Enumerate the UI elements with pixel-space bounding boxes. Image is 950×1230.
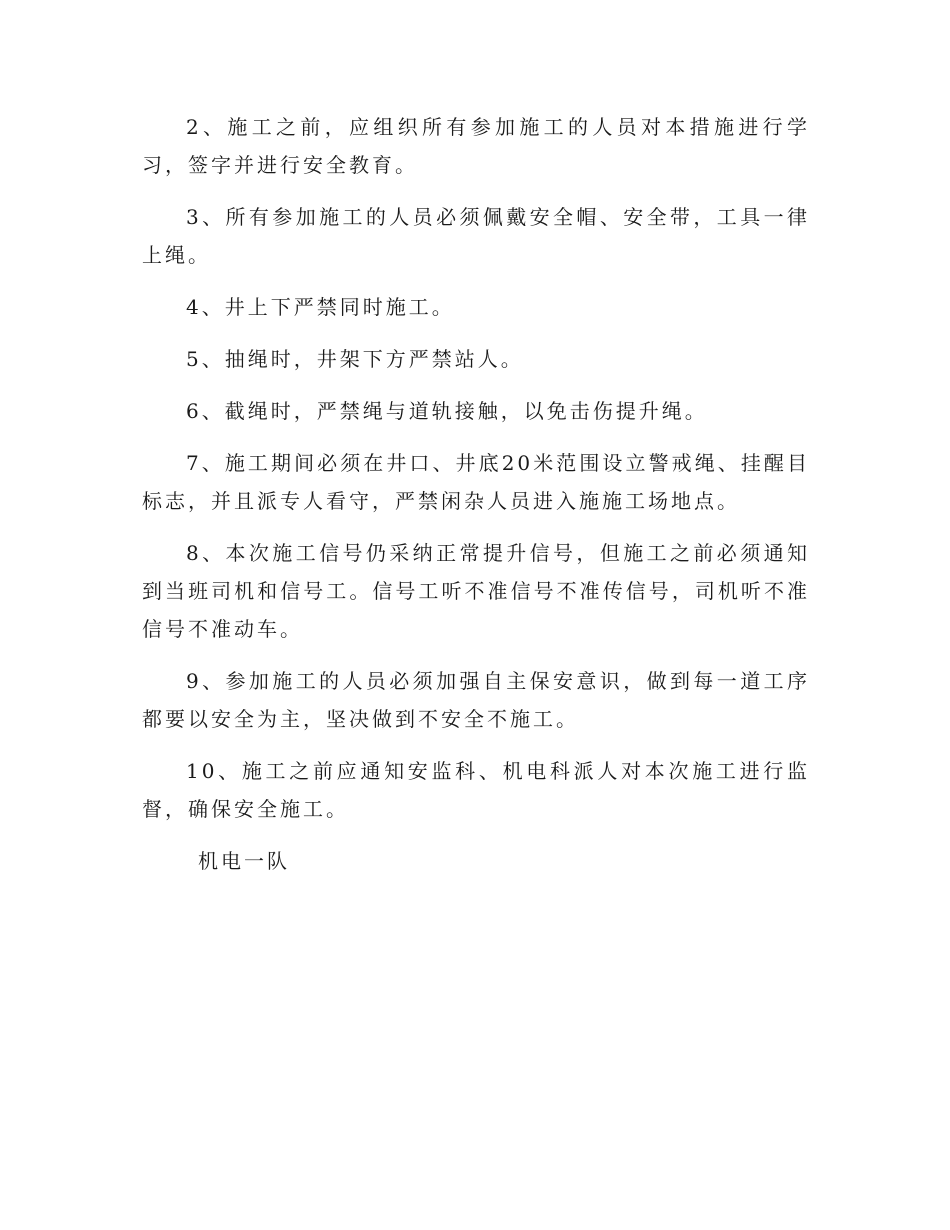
signature-team: 机电一队 bbox=[198, 849, 290, 873]
list-item: 10、施工之前应通知安监科、机电科派人对本次施工进行监督，确保安全施工。 bbox=[142, 759, 810, 821]
list-item: 6、截绳时，严禁绳与道轨接触，以免击伤提升绳。 bbox=[186, 399, 708, 423]
document-body bbox=[142, 108, 810, 880]
list-item: 3、所有参加施工的人员必须佩戴安全帽、安全带，工具一律上绳。 bbox=[142, 205, 810, 267]
list-item: 9、参加施工的人员必须加强自主保安意识，做到每一道工序都要以安全为主，坚决做到不安全不施工。 bbox=[142, 669, 810, 731]
list-item: 7、施工期间必须在井口、井底20米范围设立警戒绳、挂醒目标志，并且派专人看守，严禁闲杂人员进入施施工场地点。 bbox=[142, 451, 810, 513]
list-item: 5、抽绳时，井架下方严禁站人。 bbox=[186, 347, 524, 371]
list-item: 2、施工之前，应组织所有参加施工的人员对本措施进行学习，签字并进行安全教育。 bbox=[142, 115, 810, 177]
list-item: 8、本次施工信号仍采纳正常提升信号，但施工之前必须通知到当班司机和信号工。信号工听不准信号不准传信号，司机听不准信号不准动车。 bbox=[142, 541, 810, 641]
list-item: 4、井上下严禁同时施工。 bbox=[186, 295, 455, 319]
